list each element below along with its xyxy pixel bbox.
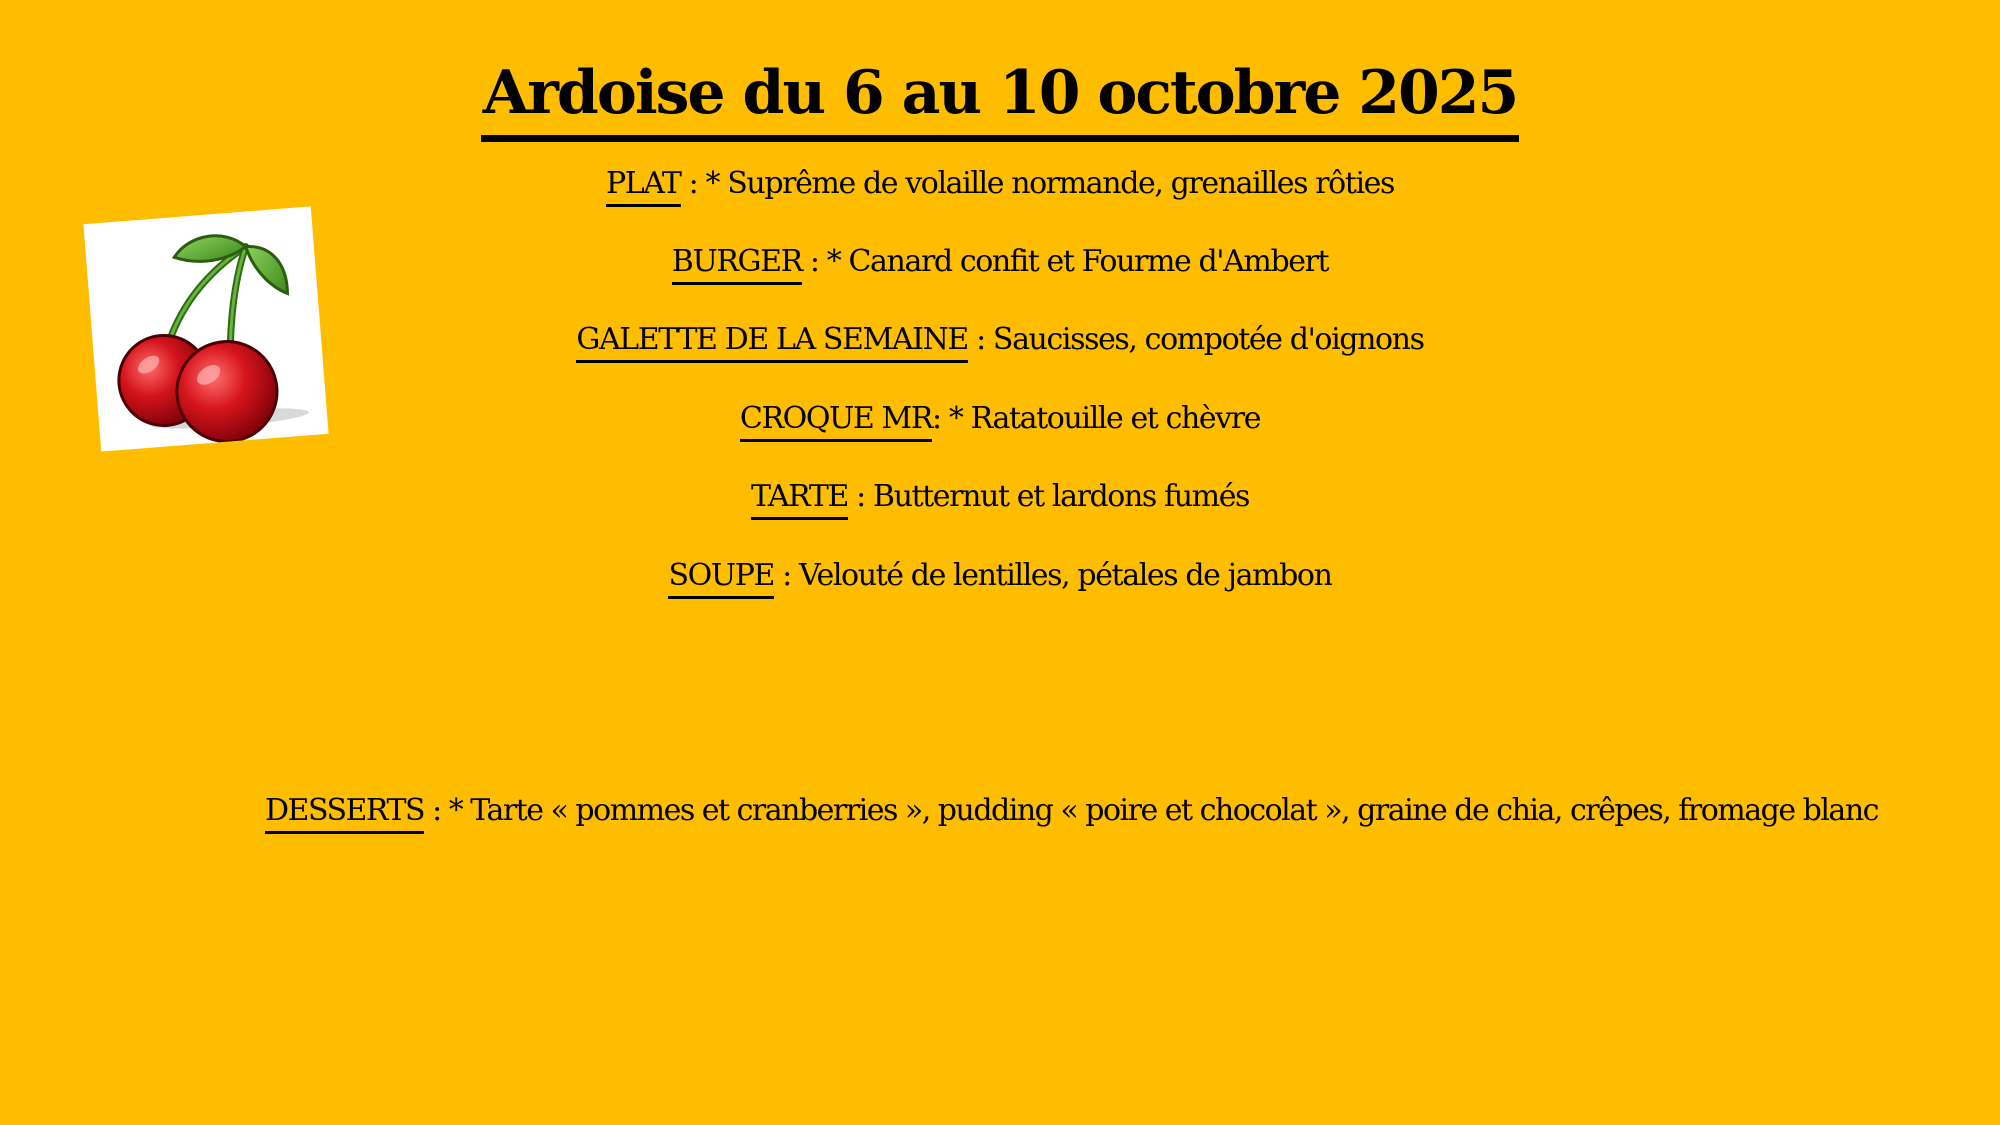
- desserts-line: [265, 789, 1878, 834]
- menu-item-text: : Velouté de lentilles, pétales de jambon: [774, 558, 1332, 593]
- menu-item-label: SOUPE: [668, 556, 774, 599]
- menu-item-text: : * Ratatouille et chèvre: [932, 401, 1261, 436]
- menu-item-text: : * Canard confit et Fourme d'Ambert: [801, 244, 1329, 279]
- menu-item-croque: [0, 397, 2000, 442]
- page-title: [0, 48, 2000, 142]
- menu-item-soupe: [0, 554, 2000, 599]
- menu-item-plat: [0, 162, 2000, 207]
- menu-item-text: : Saucisses, compotée d'oignons: [967, 322, 1424, 357]
- menu-item-galette: [0, 318, 2000, 363]
- menu-item-label: TARTE: [751, 477, 848, 520]
- menu-item-label: PLAT: [606, 164, 681, 207]
- menu-item-tarte: [0, 475, 2000, 520]
- menu-item-text: : * Suprême de volaille normande, grenailles rôties: [680, 166, 1395, 201]
- desserts-text: : * Tarte « pommes et cranberries », pudding « poire et chocolat », graine de chia, crêpes, fromage blanc: [424, 793, 1878, 828]
- title-text: Ardoise du 6 au 10 octobre 2025: [481, 51, 1520, 142]
- menu-item-text: : Butternut et lardons fumés: [847, 479, 1250, 514]
- menu-item-burger: [0, 240, 2000, 285]
- menu-item-label: GALETTE DE LA SEMAINE: [576, 320, 968, 363]
- desserts-label: DESSERTS: [265, 791, 424, 834]
- menu-item-label: BURGER: [672, 242, 802, 285]
- menu-item-label: CROQUE MR: [740, 399, 932, 442]
